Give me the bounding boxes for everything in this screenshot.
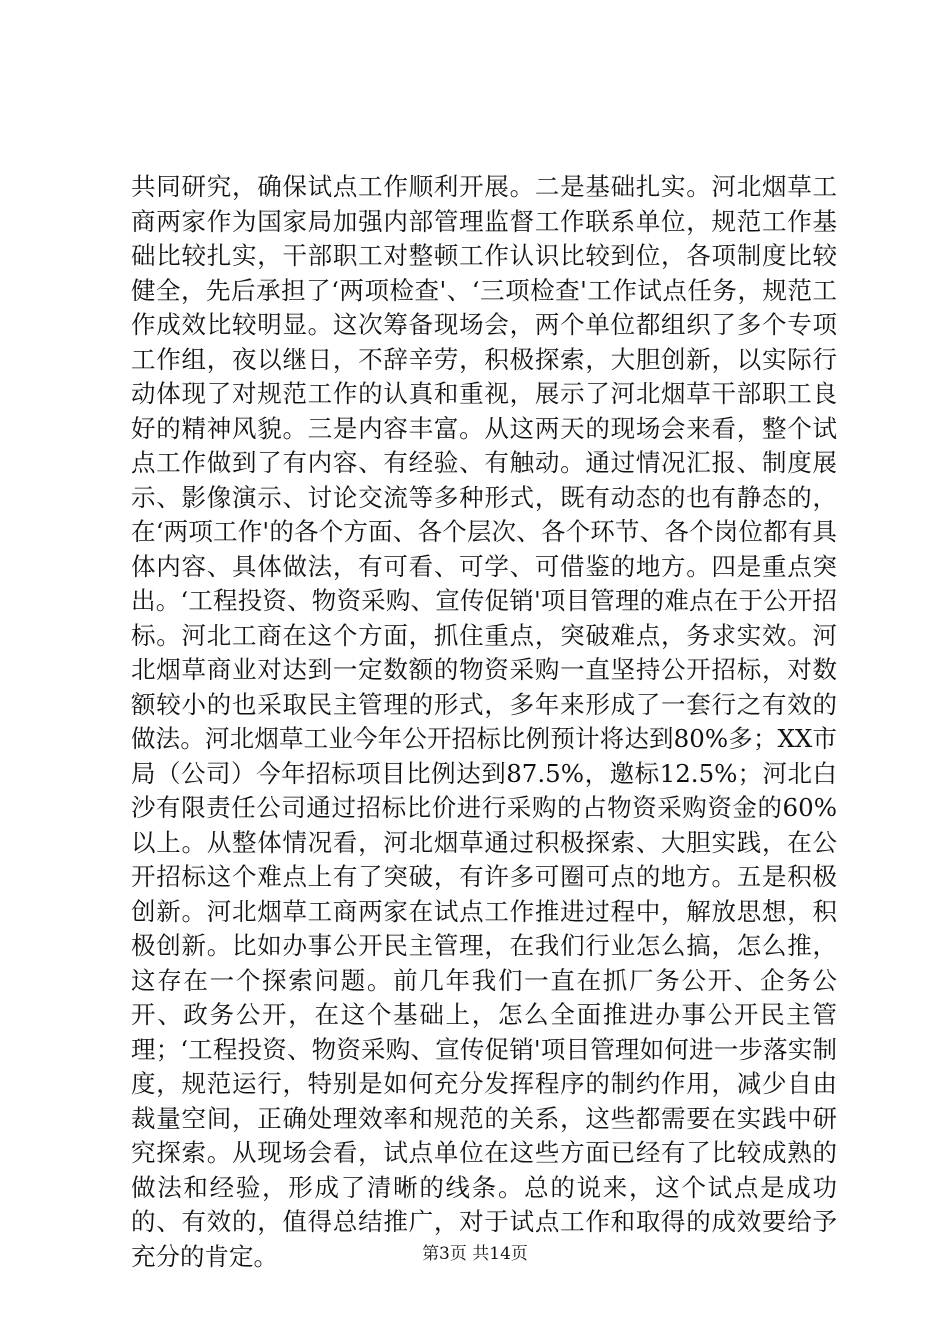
page-number-footer: 第3页 共14页	[422, 1244, 528, 1264]
body-paragraph: 共同研究，确保试点工作顺利开展。二是基础扎实。河北烟草工商两家作为国家局加强内部管理监督工作联系单位，规范工作基础比较扎实，干部职工对整顿工作认识比较到位，各项制度比较健全，先后承担了‘两项检查'、‘三项检查'工作试点任务，规范工作成效比较明显。这次筹备现场会，两个单位都组织了多个专项工作组，夜以继日，不辞辛劳，积极探索，大胆创新，以实际行动体现了对规范工作的认真和重视，展示了河北烟草干部职工良好的精神风貌。三是内容丰富。从这两天的现场会来看，整个试点工作做到了有内容、有经验、有触动。通过情况汇报、制度展示、影像演示、讨论交流等多种形式，既有动态的也有静态的，在‘两项工作'的各个方面、各个层次、各个环节、各个岗位都有具体内容、具体做法，有可看、可学、可借鉴的地方。四是重点突出。‘工程投资、物资采购、宣传促销'项目管理的难点在于公开招标。河北工商在这个方面，抓住重点，突破难点，务求实效。河北烟草商业对达到一定数额的物资采购一直坚持公开招标，对数额较小的也采取民主管理的形式，多年来形成了一套行之有效的做法。河北烟草工业今年公开招标比例预计将达到80%多；XX市局（公司）今年招标项目比例达到87.5%，邀标12.5%；河北白沙有限责任公司通过招标比价进行采购的占物资采购资金的60%以上。从整体情况看，河北烟草通过积极探索、大胆实践，在公开招标这个难点上有了突破，有许多可圈可点的地方。五是积极创新。河北烟草工商两家在试点工作推进过程中，解放思想，积极创新。比如办事公开民主管理，在我们行业怎么搞，怎么推，这存在一个探索问题。前几年我们一直在抓厂务公开、企务公开、政务公开，在这个基础上，怎么全面推进办事公开民主管理；‘工程投资、物资采购、宣传促销'项目管理如何进一步落实制度，规范运行，特别是如何充分发挥程序的制约作用，减少自由裁量空间，正确处理效率和规范的关系，这些都需要在实践中研究探索。从现场会看，试点单位在这些方面已经有了比较成熟的做法和经验，形成了清晰的线条。总的说来，这个试点是成功的、有效的，值得总结推广，对于试点工作和取得的成效要给予充分的肯定。	[131, 172, 837, 1271]
